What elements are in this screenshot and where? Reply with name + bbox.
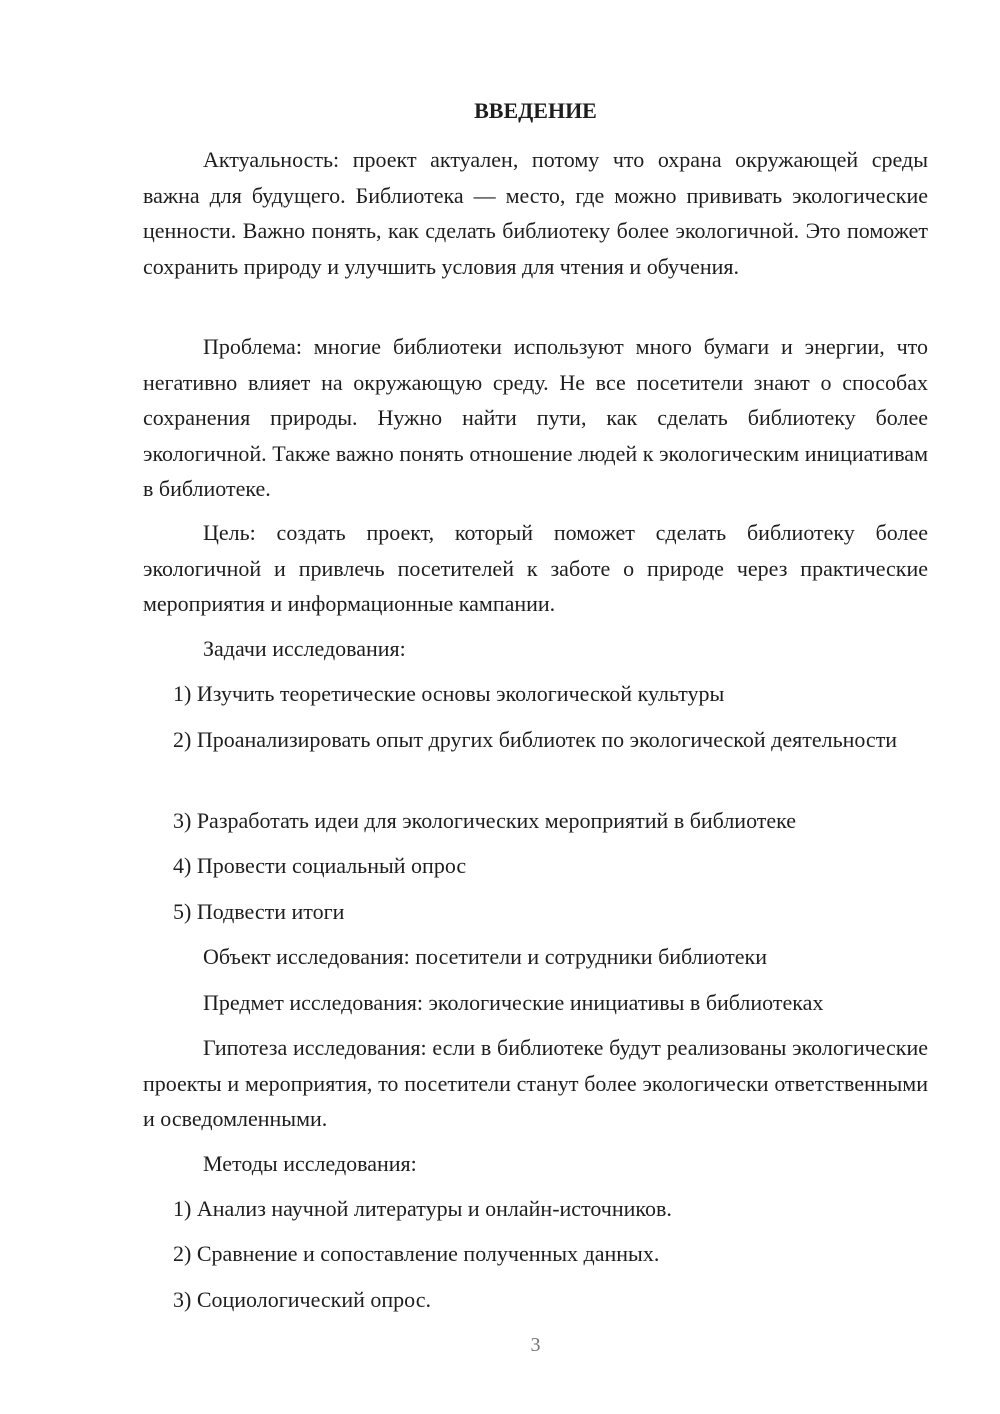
task-item-3: 3) Разработать идеи для экологических мероприятий в библиотеке bbox=[173, 808, 797, 833]
tasks-heading: Задачи исследования: bbox=[203, 636, 406, 661]
task-item-4: 4) Провести социальный опрос bbox=[173, 853, 467, 878]
method-item-1: 1) Анализ научной литературы и онлайн-источников. bbox=[173, 1196, 672, 1221]
subject-paragraph: Предмет исследования: экологические инициативы в библиотеках bbox=[203, 990, 824, 1015]
goal-paragraph: Цель: создать проект, который поможет сделать библиотеку более экологичной и привлечь посетителей к заботе о природе через практические мероприятия и информационные кампании. bbox=[143, 520, 928, 616]
document-page bbox=[143, 0, 928, 1414]
object-paragraph: Объект исследования: посетители и сотрудники библиотеки bbox=[203, 944, 767, 969]
page-title: ВВЕДЕНИЕ bbox=[474, 98, 597, 123]
relevance-paragraph: Актуальность: проект актуален, потому что охрана окружающей среды важна для будущего. Библиотека — место, где можно прививать экологические ценности. Важно понять, как сделать библиотеку более экологичной. Это поможет сохранить природу и улучшить условия для чтения и обучения. bbox=[143, 147, 928, 279]
problem-paragraph: Проблема: многие библиотеки используют много бумаги и энергии, что негативно влияет на окружающую среду. Не все посетители знают о способах сохранения природы. Нужно найти пути, как сделать библиотеку более экологичной. Также важно понять отношение людей к экологическим инициативам в библиотеке. bbox=[143, 334, 928, 501]
task-item-5: 5) Подвести итоги bbox=[173, 899, 345, 924]
method-item-2: 2) Сравнение и сопоставление полученных данных. bbox=[173, 1241, 660, 1266]
methods-heading: Методы исследования: bbox=[203, 1151, 417, 1176]
task-item-1: 1) Изучить теоретические основы экологической культуры bbox=[173, 681, 725, 706]
task-item-2: 2) Проанализировать опыт других библиотек по экологической деятельности bbox=[173, 727, 898, 752]
page-number: 3 bbox=[530, 1334, 541, 1356]
method-item-3: 3) Социологический опрос. bbox=[173, 1287, 431, 1312]
hypothesis-paragraph: Гипотеза исследования: если в библиотеке будут реализованы экологические проекты и мероприятия, то посетители станут более экологически ответственными и осведомленными. bbox=[143, 1035, 928, 1131]
